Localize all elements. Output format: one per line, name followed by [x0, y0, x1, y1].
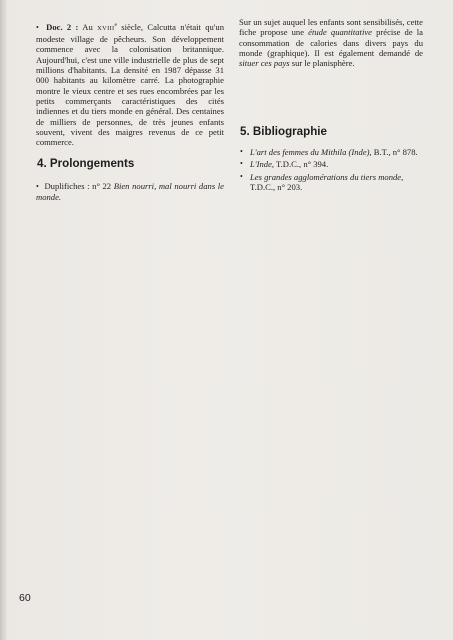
prolongements-prefix: Duplifiches : n° 22: [44, 181, 112, 191]
prolongements-text: [36, 181, 224, 203]
bibliography-item: [240, 147, 424, 157]
doc2-text: siècle, Calcutta n'était qu'un modeste village de pêcheurs. Son développement commence avec la colonisation britannique. Aujourd'hui, c'est une ville industrielle de plus de sept millions d'habitants. La densité en 1987 dépasse 31 000 habitants au kilomètre carré. La photographie montre le vieux centre et ses rues encombrées par les petits commerçants caractéristiques des cités indiennes et du tiers monde en général. Des centaines de milliers de personnes, de très jeunes enfants souvent, vivent des maigres revenus de ce petit commerce.: [36, 21, 224, 148]
section-heading-bibliographie: 5. Bibliographie: [240, 125, 327, 138]
bullet: •: [36, 22, 39, 32]
right-text-1: Sur un sujet auquel les enfants sont sensibilisés, cette fiche propose une: [239, 17, 423, 38]
bullet: •: [240, 159, 243, 169]
bibliography-ref: T.D.C., n° 394.: [274, 159, 329, 170]
right-text-3: sur le planisphère.: [291, 58, 355, 69]
doc2-century-sup: e: [114, 22, 117, 28]
doc2-paragraph: [36, 20, 224, 147]
bibliography-title: L'art des femmes du Mithila (Inde),: [250, 147, 372, 157]
bullet: •: [240, 147, 243, 156]
doc2-label: Doc. 2 :: [46, 21, 79, 32]
doc2-century: XVIII: [97, 24, 115, 32]
right-italic-1: étude quantitative: [308, 27, 372, 38]
right-text-2: précise de la consommation de calories dans divers pays du monde (graphique). Il est également demandé de: [239, 27, 423, 58]
bibliography-item: [240, 172, 424, 193]
right-paragraph: [239, 17, 423, 68]
page-number: 60: [19, 592, 31, 604]
left-column: [36, 20, 224, 147]
doc2-pre: Au: [82, 21, 93, 32]
bibliography-ref: B.T., n° 878.: [371, 147, 418, 157]
bibliography-title: L'Inde,: [250, 159, 275, 170]
page-edge-shadow: [0, 0, 7, 640]
right-italic-2: situer ces pays: [239, 58, 290, 69]
bibliography-title: Les grandes agglomérations du tiers monde,: [250, 171, 404, 182]
bibliography-item: [240, 159, 424, 169]
bullet: •: [36, 182, 39, 191]
bibliography-list: [240, 147, 424, 194]
bullet: •: [240, 171, 243, 181]
prolongements-title: Bien nourri, mal nourri dans le monde.: [36, 181, 224, 203]
bibliography-ref: T.D.C., n° 203.: [250, 181, 303, 192]
section-heading-prolongements: 4. Prolongements: [37, 157, 135, 170]
right-column: [239, 17, 423, 68]
